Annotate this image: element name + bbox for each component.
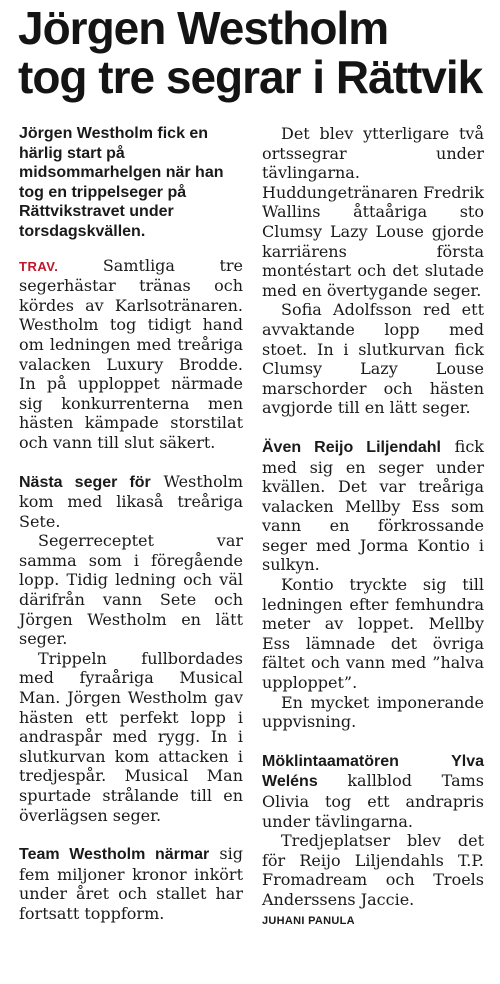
left-paragraph-2-text: Westholm kom med likaså treåriga Sete.	[19, 471, 243, 531]
headline-line-1: Jörgen Westholm	[18, 2, 389, 54]
right-paragraph-6-lead: Möklintaamatören Ylva Weléns	[262, 752, 484, 791]
section-kicker: TRAV.	[19, 258, 59, 274]
right-column	[262, 124, 484, 931]
right-paragraph-6	[262, 751, 484, 831]
left-paragraph-3: Segerreceptet var samma som i föregående lopp. Tidig ledning och väl därifrån vann Sete och Jörgen Westholm en lätt seger.	[19, 531, 243, 649]
article-headline	[18, 4, 488, 102]
right-paragraph-4: Kontio tryckte sig till ledningen efter femhundra meter av loppet. Mellby Ess lämnade det övriga fältet och vann med ”halva upploppet”.	[262, 575, 484, 693]
headline-line-2: tog tre segrar i Rättvik	[18, 51, 483, 103]
right-paragraph-3-lead: Även Reijo Liljendahl	[262, 438, 441, 456]
right-paragraph-5: En mycket imponerande uppvisning.	[262, 692, 484, 732]
left-paragraph-1	[19, 256, 243, 453]
left-paragraph-4: Trippeln fullbordades med fyraåriga Musical Man. Jörgen Westholm gav hästen ett perfekt lopp i andraspår med rygg. In i slutkurvan kom attacken i tredjespår. Musical Man spurtade strålande till en överlägsen seger.	[19, 648, 243, 825]
left-paragraph-5-text: sig fem miljoner kronor inkört under året och stallet har fortsatt toppform.	[19, 844, 243, 923]
left-paragraph-5-lead: Team Westholm närmar	[19, 846, 210, 864]
right-paragraph-3-text: fick med sig en seger under kvällen. Det var treåriga valacken Mellby Ess som vann en förkrossande seger med Jorma Kontio i sulkyn.	[262, 436, 484, 575]
right-paragraph-2: Sofia Adolfsson red ett avvaktande lopp med stoet. In i slutkurvan fick Clumsy Lazy Louse marschorder och hästen avgjorde till en lätt seger.	[262, 300, 484, 418]
left-paragraph-1-text: Samtliga tre segerhästar tränas och kördes av Karlsotränaren. Westholm tog tidigt hand om ledningen med treåriga valacken Luxury Brodde. In på upploppet närmade sig konkurrenterna men hästen kämpade storstilat och vann till slut säkert.	[19, 255, 243, 452]
left-paragraph-2	[19, 472, 243, 532]
left-paragraph-2-lead: Nästa seger för	[19, 473, 151, 491]
article-lead: Jörgen Westholm fick en härlig start på midsommarhelgen när han tog en trippelseger på Rättvikstravet under torsdagskvällen.	[19, 125, 224, 240]
right-paragraph-3	[262, 437, 484, 575]
left-paragraph-5	[19, 844, 243, 923]
right-paragraph-6-text: kallblod Tams Olivia tog ett andrapris under tävlingarna.	[262, 771, 484, 831]
right-paragraph-7: Tredjeplatser blev det för Reijo Liljendahls T.P. Fromadream och Troels Anderssens Jaccie.	[262, 831, 484, 909]
right-paragraph-1: Det blev ytterligare två ortssegrar under tävlingarna. Huddungetränaren Fredrik Wallins åttaåriga sto Clumsy Lazy Louse gjorde karriärens första montéstart och det slutade med en övertygande seger.	[262, 124, 484, 300]
left-column	[19, 124, 243, 924]
author-byline: JUHANI PANULA	[262, 914, 355, 927]
